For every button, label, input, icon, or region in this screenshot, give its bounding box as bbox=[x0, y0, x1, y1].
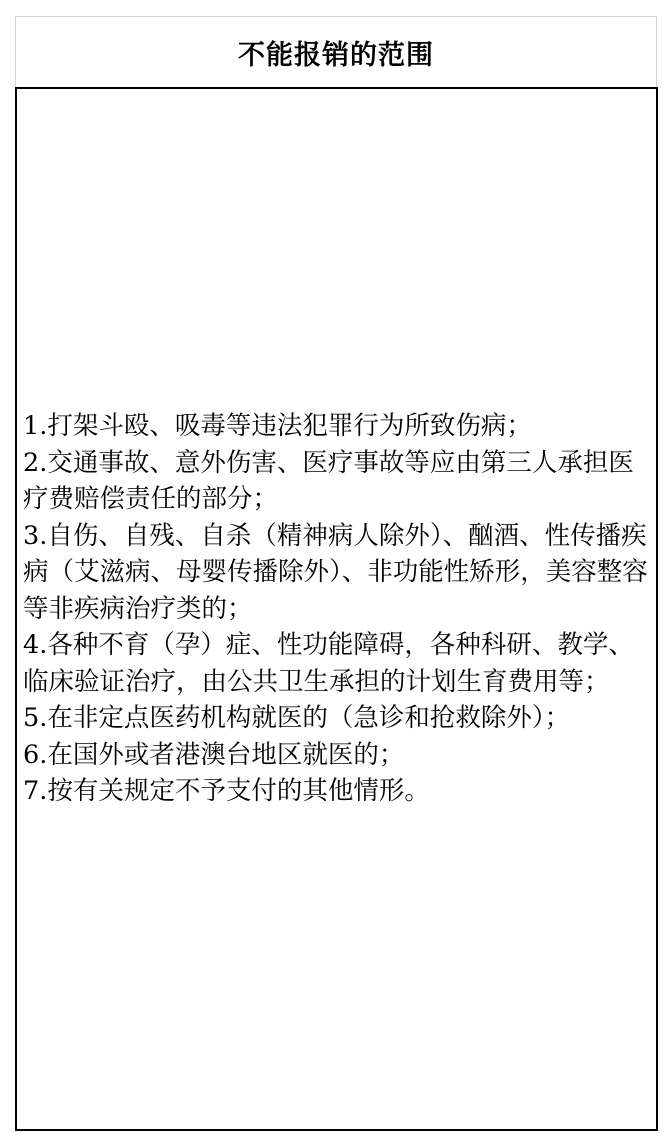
page-title: 不能报销的范围 bbox=[238, 39, 434, 71]
exclusion-list bbox=[17, 408, 656, 810]
title-cell[interactable] bbox=[16, 17, 656, 87]
list-item: 2.交通事故、意外伤害、医疗事故等应由第三人承担医疗费赔偿责任的部分； bbox=[23, 447, 634, 515]
list-item: 3.自伤、自残、自杀（精神病人除外）、酗酒、性传播疾病（艾滋病、母婴传播除外）、非功能性矫形，美容整容等非疾病治疗类的； bbox=[23, 520, 648, 624]
gridline bbox=[656, 16, 657, 88]
list-item: 5.在非定点医药机构就医的（急诊和抢救除外）； bbox=[23, 703, 571, 734]
list-item: 4.各种不育（孕）症、性功能障碍，各种科研、教学、临床验证治疗，由公共卫生承担的计划生育费用等； bbox=[23, 630, 634, 697]
list-item: 7.按有关规定不予支付的其他情形。 bbox=[23, 776, 430, 807]
list-item: 1.打架斗殴、吸毒等违法犯罪行为所致伤病； bbox=[23, 411, 532, 442]
list-item: 6.在国外或者港澳台地区就医的； bbox=[23, 739, 405, 770]
content-cell[interactable] bbox=[15, 87, 658, 1131]
